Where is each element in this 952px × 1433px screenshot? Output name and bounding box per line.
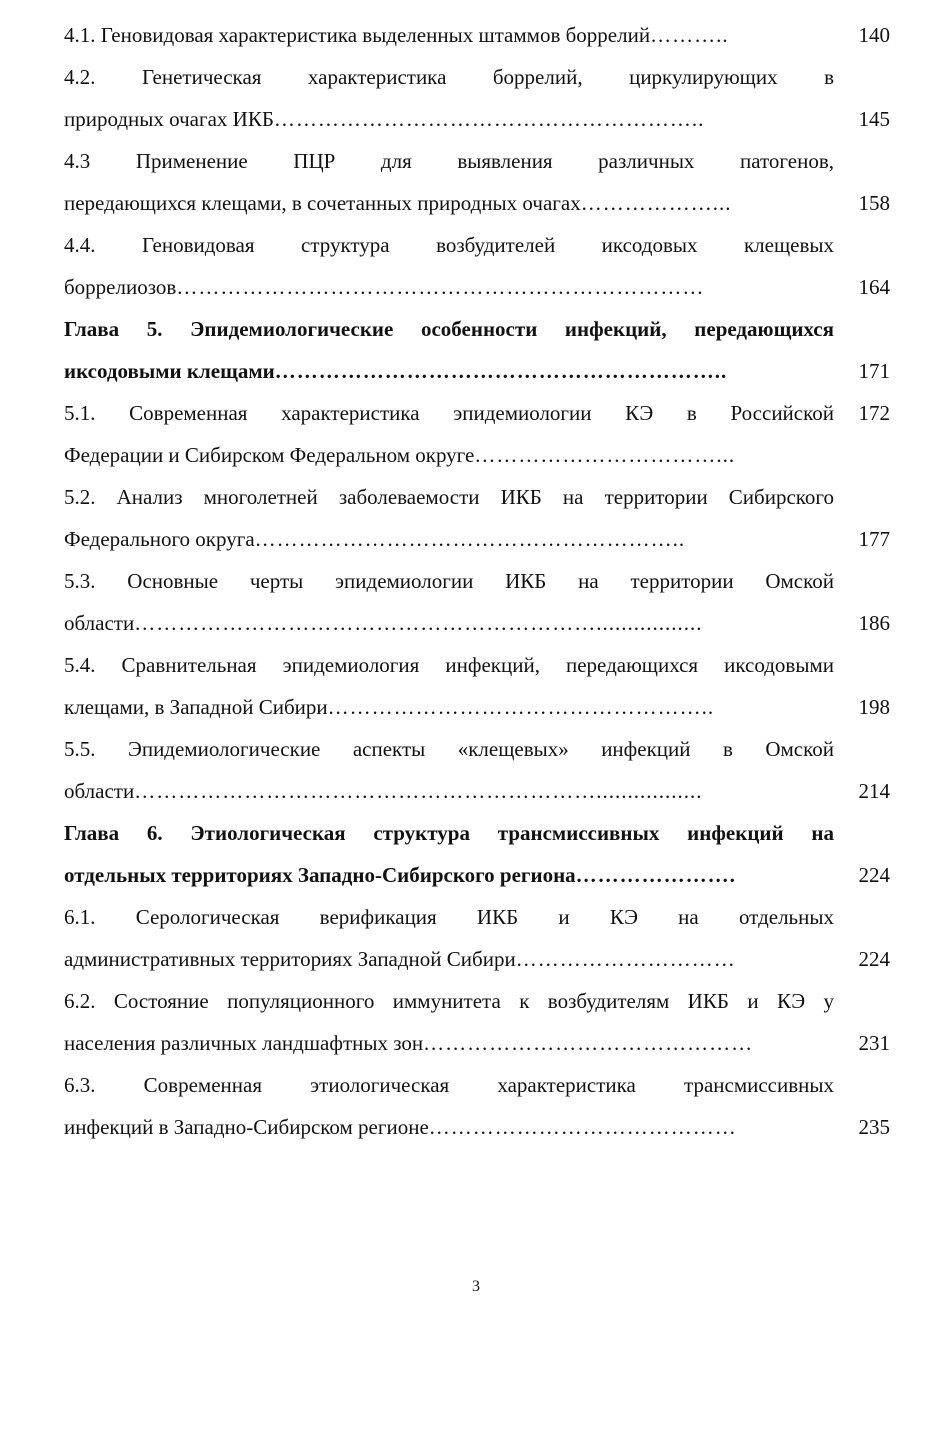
toc-entry-title: 5.5. Эпидемиологические аспекты «клещевых» инфекций в Омской — [64, 737, 834, 761]
toc-page-number: 172 — [858, 401, 890, 425]
toc-entry-line — [64, 938, 834, 980]
toc-entry-4-3[interactable] — [64, 140, 890, 224]
toc-entry-title-cont: административных территориях Западной Сибири — [64, 947, 516, 971]
toc-page-number: 231 — [858, 1031, 890, 1055]
toc-chapter-5[interactable] — [64, 308, 890, 392]
toc-entry-5-2[interactable] — [64, 476, 890, 560]
toc-leader-dots: ………………………………………………….. — [273, 107, 705, 131]
toc-entry-6-1[interactable] — [64, 896, 890, 980]
toc-chapter-title: Глава 5. Эпидемиологические особенности инфекций, передающихся — [64, 317, 834, 341]
toc-entry-line — [64, 14, 834, 56]
toc-entry-title-cont: Федерации и Сибирском Федеральном округе — [64, 443, 475, 467]
toc-entry-4-4[interactable] — [64, 224, 890, 308]
page-number-footer: 3 — [472, 1278, 480, 1295]
toc-entry-line — [64, 1022, 834, 1064]
toc-chapter-title-cont: отдельных территориях Западно-Сибирского региона — [64, 863, 576, 887]
toc-entry-5-5[interactable] — [64, 728, 890, 812]
toc-entry-title: 6.2. Состояние популяционного иммунитета к возбудителям ИКБ и КЭ у — [64, 989, 834, 1013]
toc-leader-dots: ……………………………………… — [423, 1031, 754, 1055]
toc-page-number: 145 — [858, 107, 890, 131]
toc-leader-dots: ………………………………………………….. — [254, 527, 686, 551]
toc-leader-dots: ………………………… — [515, 947, 736, 971]
toc-page-number: 164 — [858, 275, 890, 299]
toc-page-number: 171 — [858, 359, 890, 383]
toc-entry-line — [64, 98, 834, 140]
toc-entry-line — [64, 770, 834, 812]
toc-entry-5-1[interactable] — [64, 392, 890, 476]
toc-entry-line — [64, 434, 834, 476]
toc-entry-line — [64, 518, 834, 560]
toc-page-number: 214 — [858, 779, 890, 803]
toc-entry-title: 5.1. Современная характеристика эпидемиологии КЭ в Российской — [64, 401, 834, 425]
toc-leader-dots: ……….. — [650, 23, 729, 47]
toc-entry-title: 6.3. Современная этиологическая характеристика трансмиссивных — [64, 1073, 834, 1097]
toc-page-number: 235 — [858, 1115, 890, 1139]
toc-leader-dots: ………………………………………………………................. — [134, 611, 703, 635]
toc-leader-dots: …………………. — [575, 863, 736, 887]
toc-entry-5-3[interactable] — [64, 560, 890, 644]
toc-entry-title: 4.3 Применение ПЦР для выявления различных патогенов, — [64, 149, 834, 173]
toc-entry-6-3[interactable] — [64, 1064, 890, 1148]
toc-entry-line — [64, 182, 834, 224]
toc-entry-5-4[interactable] — [64, 644, 890, 728]
toc-entry-title-cont: боррелиозов — [64, 275, 177, 299]
toc-entry-title-cont: области — [64, 779, 135, 803]
toc-leader-dots: …………………………………………….. — [327, 695, 715, 719]
toc-leader-dots: ……………………………... — [474, 443, 736, 467]
toc-chapter-title-cont: иксодовыми клещами — [64, 359, 275, 383]
toc-entry-title: 5.2. Анализ многолетней заболеваемости ИКБ на территории Сибирского — [64, 485, 834, 509]
toc-entry-title: 4.4. Геновидовая структура возбудителей иксодовых клещевых — [64, 233, 834, 257]
toc-entry-4-1[interactable] — [64, 14, 890, 56]
toc-entry-line — [64, 854, 834, 896]
toc-leader-dots: …………………………………… — [428, 1115, 737, 1139]
toc-page-number: 224 — [858, 947, 890, 971]
toc-entry-title-cont: передающихся клещами, в сочетанных природных очагах — [64, 191, 581, 215]
toc-entry-6-2[interactable] — [64, 980, 890, 1064]
toc-leader-dots: ………………………………………………………................. — [134, 779, 703, 803]
toc-entry-line — [64, 686, 834, 728]
toc-page-number: 224 — [858, 863, 890, 887]
toc-chapter-title: Глава 6. Этиологическая структура трансмиссивных инфекций на — [64, 821, 834, 845]
toc-page-number: 186 — [858, 611, 890, 635]
toc-leader-dots: ……………………………………………………………… — [176, 275, 705, 299]
toc-page-number: 198 — [858, 695, 890, 719]
toc-chapter-6[interactable] — [64, 812, 890, 896]
toc-entry-title-cont: инфекций в Западно-Сибирском регионе — [64, 1115, 429, 1139]
toc-entry-line — [64, 602, 834, 644]
toc-entry-title: 6.1. Серологическая верификация ИКБ и КЭ на отдельных — [64, 905, 834, 929]
toc-entry-title-cont: клещами, в Западной Сибири — [64, 695, 328, 719]
toc-page-number: 158 — [858, 191, 890, 215]
toc-entry-title: 4.2. Генетическая характеристика боррелий, циркулирующих в — [64, 65, 834, 89]
toc-entry-4-2[interactable] — [64, 56, 890, 140]
toc-entry-line — [64, 266, 834, 308]
toc-page-number: 140 — [858, 23, 890, 47]
toc-entry-title: 4.1. Геновидовая характеристика выделенных штаммов боррелий — [64, 23, 651, 47]
toc-entry-title-cont: Федерального округа — [64, 527, 255, 551]
toc-entry-title-cont: области — [64, 611, 135, 635]
toc-entry-line — [64, 350, 834, 392]
toc-entry-title: 5.4. Сравнительная эпидемиология инфекций, передающихся иксодовыми — [64, 653, 834, 677]
toc-entry-title-cont: природных очагах ИКБ — [64, 107, 274, 131]
toc-entry-title: 5.3. Основные черты эпидемиологии ИКБ на территории Омской — [64, 569, 834, 593]
toc-page-number: 177 — [858, 527, 890, 551]
toc-entry-title-cont: населения различных ландшафтных зон — [64, 1031, 424, 1055]
toc-leader-dots: ………………... — [580, 191, 732, 215]
toc-entry-line — [64, 1106, 834, 1148]
toc-leader-dots: …………………………………………………….. — [274, 359, 728, 383]
